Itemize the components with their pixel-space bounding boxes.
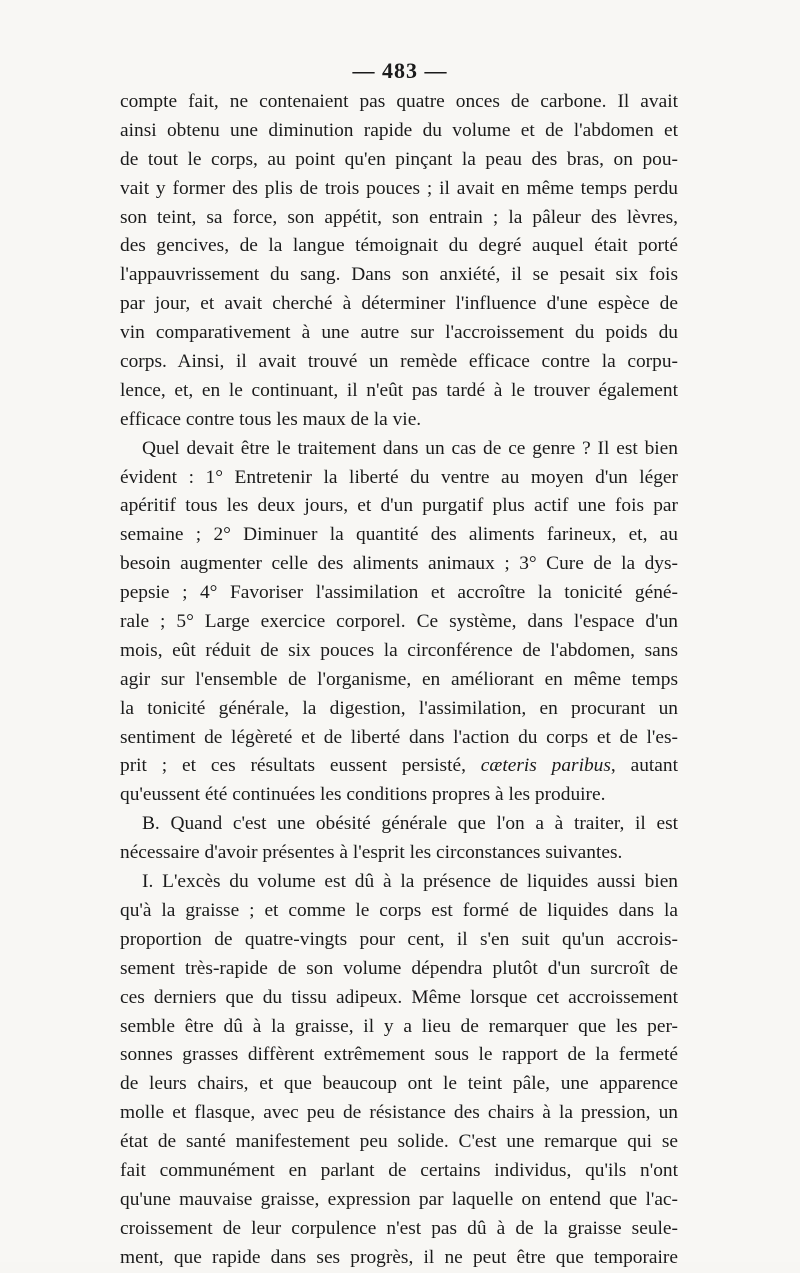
- text-line: apéritif tous les deux jours, et d'un purgatif plus actif une fois par: [120, 495, 678, 517]
- paragraph-4: [120, 868, 678, 1272]
- text-line: lence, et, en le continuant, il n'eût pas tardé à le trouver également: [120, 379, 678, 401]
- text-line: B. Quand c'est une obésité générale que l'on a à traiter, il est: [142, 813, 678, 835]
- text-line: nécessaire d'avoir présentes à l'esprit les circonstances suivantes.: [120, 842, 623, 864]
- paragraph-3: [120, 810, 678, 868]
- page-number: — 483 —: [352, 58, 448, 83]
- text-line: corps. Ainsi, il avait trouvé un remède efficace contre la corpu-: [120, 351, 678, 373]
- text-line: état de santé manifestement peu solide. C'est une remarque qui se: [120, 1131, 678, 1153]
- text-line: sonnes grasses diffèrent extrêmement sous le rapport de la fermeté: [120, 1044, 678, 1066]
- text-line: des gencives, de la langue témoignait du degré auquel était porté: [120, 235, 678, 257]
- text-line: ainsi obtenu une diminution rapide du volume et de l'abdomen et: [120, 119, 678, 141]
- paragraph-1: [120, 88, 678, 435]
- text-line: semaine ; 2° Diminuer la quantité des aliments farineux, et, au: [120, 524, 678, 546]
- text-line: ces derniers que du tissu adipeux. Même lorsque cet accroissement: [120, 986, 678, 1008]
- text-segment: , autant: [610, 755, 678, 777]
- text-line: croissement de leur corpulence n'est pas dû à de la graisse seule-: [120, 1217, 678, 1239]
- text-line: qu'une mauvaise graisse, expression par laquelle on entend que l'ac-: [120, 1188, 678, 1210]
- text-line: besoin augmenter celle des aliments animaux ; 3° Cure de la dys-: [120, 553, 678, 575]
- text-line: sement très-rapide de son volume dépendra plutôt d'un surcroît de: [120, 957, 678, 979]
- text-line: qu'eussent été continuées les conditions propres à les produire.: [120, 784, 606, 806]
- text-line: la tonicité générale, la digestion, l'assimilation, en procurant un: [120, 697, 678, 719]
- text-segment: prit ; et ces résultats eussent persisté,: [120, 755, 481, 777]
- text-line: de tout le corps, au point qu'en pinçant la peau des bras, on pou-: [120, 148, 678, 170]
- body-text: [120, 88, 678, 1273]
- text-line: efficace contre tous les maux de la vie.: [120, 408, 422, 430]
- text-line-with-italic: [120, 752, 678, 781]
- text-line: proportion de quatre-vingts pour cent, il s'en suit qu'un accrois-: [120, 928, 678, 950]
- text-line: ment, que rapide dans ses progrès, il ne peut être que temporaire: [120, 1246, 678, 1268]
- text-line: mois, eût réduit de six pouces la circonférence de l'abdomen, sans: [120, 639, 678, 661]
- text-line: I. L'excès du volume est dû à la présence de liquides aussi bien: [142, 871, 678, 893]
- text-line: vait y former des plis de trois pouces ; il avait en même temps perdu: [120, 177, 678, 199]
- text-line: sentiment de légèreté et de liberté dans l'action du corps et de l'es-: [120, 726, 678, 748]
- paragraph-2: [120, 435, 678, 811]
- text-line: l'appauvrissement du sang. Dans son anxiété, il se pesait six fois: [120, 264, 678, 286]
- italic-phrase: cæteris paribus: [480, 755, 611, 777]
- text-line: Quel devait être le traitement dans un cas de ce genre ? Il est bien: [142, 437, 678, 459]
- text-line: évident : 1° Entretenir la liberté du ventre au moyen d'un léger: [120, 466, 678, 488]
- text-line: qu'à la graisse ; et comme le corps est formé de liquides dans la: [120, 899, 678, 921]
- text-line: de leurs chairs, et que beaucoup ont le teint pâle, une apparence: [120, 1073, 678, 1095]
- text-line: rale ; 5° Large exercice corporel. Ce système, dans l'espace d'un: [120, 611, 678, 633]
- text-line: agir sur l'ensemble de l'organisme, en améliorant en même temps: [120, 668, 678, 690]
- text-line: vin comparativement à une autre sur l'accroissement du poids du: [120, 322, 678, 344]
- text-line: compte fait, ne contenaient pas quatre onces de carbone. Il avait: [120, 91, 678, 112]
- text-line: son teint, sa force, son appétit, son entrain ; la pâleur des lèvres,: [120, 206, 678, 228]
- text-line: fait communément en parlant de certains individus, qu'ils n'ont: [120, 1159, 678, 1181]
- text-line: pepsie ; 4° Favoriser l'assimilation et accroître la tonicité géné-: [120, 582, 678, 604]
- text-line: semble être dû à la graisse, il y a lieu de remarquer que les per-: [120, 1015, 678, 1037]
- text-line: par jour, et avait cherché à déterminer l'influence d'une espèce de: [120, 293, 678, 315]
- text-line: molle et flasque, avec peu de résistance des chairs à la pression, un: [120, 1102, 678, 1124]
